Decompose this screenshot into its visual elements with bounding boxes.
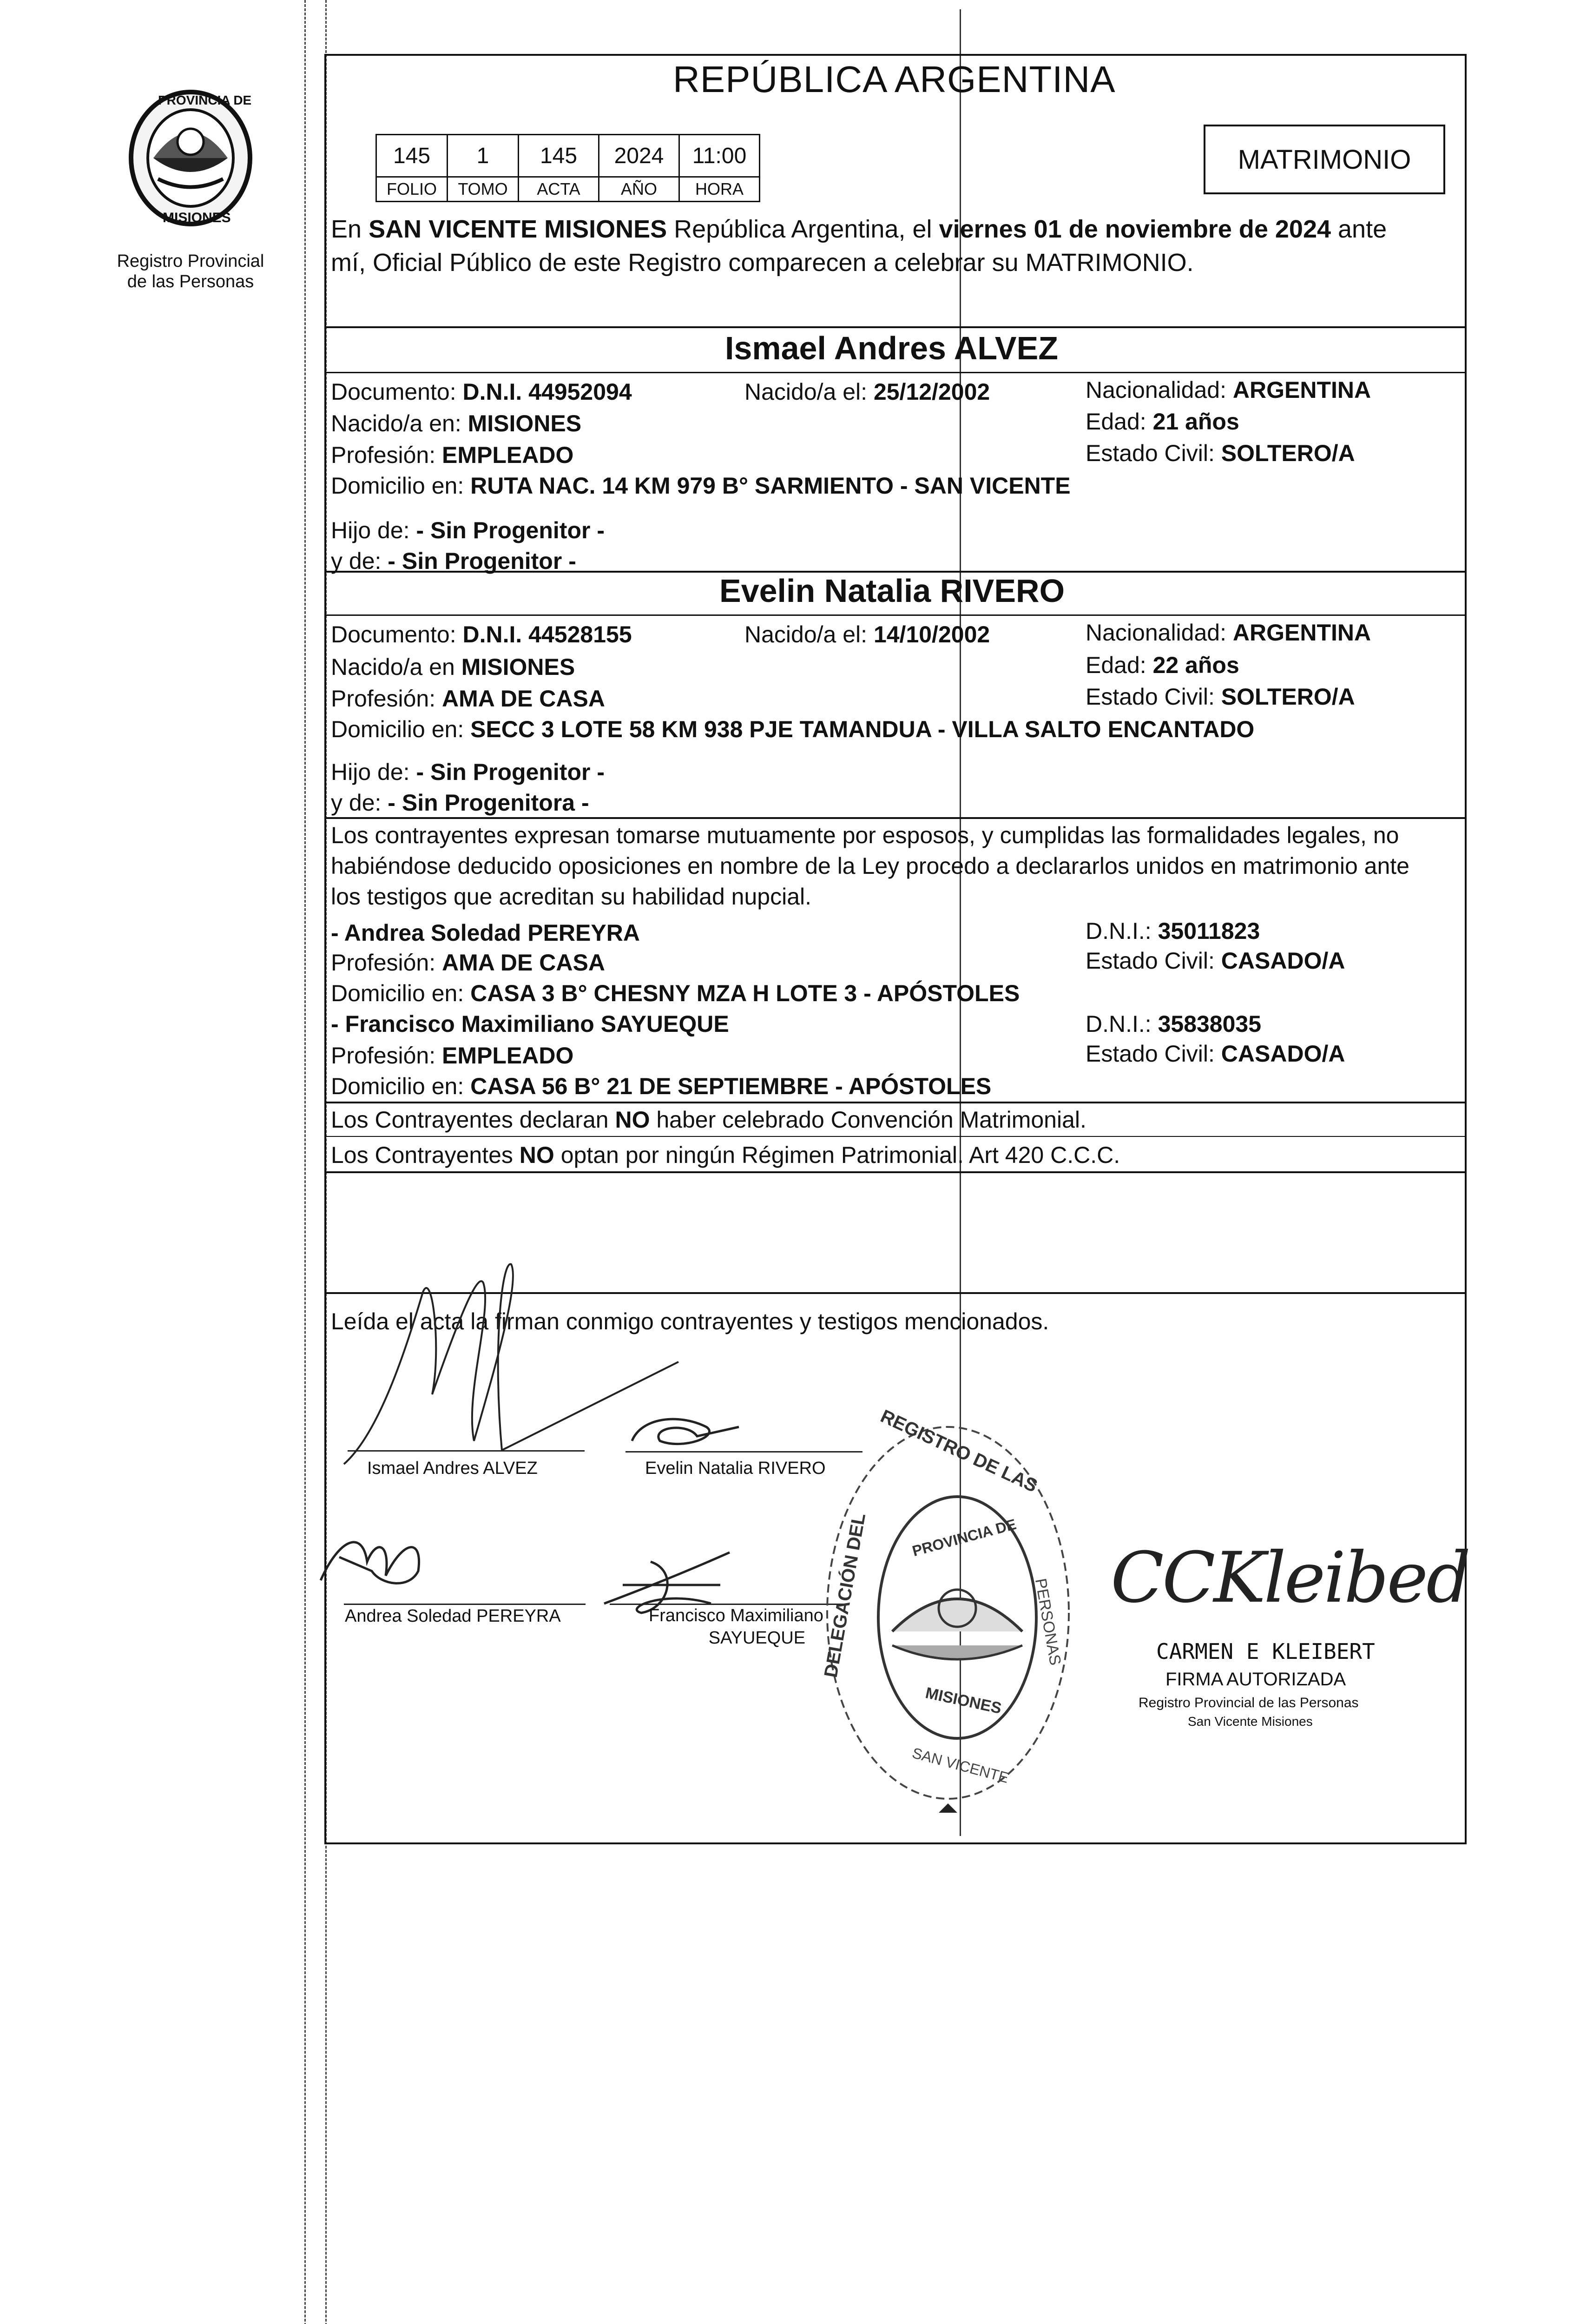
clause-text: haber celebrado Convención Matrimonial. [650, 1107, 1086, 1133]
field-label: Nacionalidad: [1086, 377, 1233, 403]
field-value: AMA DE CASA [442, 950, 605, 976]
official-role: FIRMA AUTORIZADA [1165, 1669, 1346, 1690]
spouse1-birthdate [744, 377, 990, 406]
signature-caption-line: SAYUEQUE [708, 1628, 806, 1648]
field-value: MISIONES [467, 410, 582, 436]
spouse2-address [331, 715, 1254, 744]
record-year-value: 2024 [599, 135, 679, 177]
record-folio-value: 145 [376, 135, 448, 177]
declaration-line-1: Los contrayentes expresan tomarse mutuamente por esposos, y cumplidas las formalidades legales, no [331, 822, 1399, 848]
spouse2-civil-status [1086, 682, 1355, 711]
margin-guide-line [304, 0, 306, 2324]
registry-stamp [818, 1406, 1078, 1813]
section-divider [324, 326, 1467, 328]
field-value: ARGENTINA [1232, 620, 1371, 646]
clause-emphasis: NO [519, 1142, 554, 1168]
institution-caption-line1: Registro Provincial [117, 251, 264, 271]
record-acta-value: 145 [519, 135, 599, 177]
spouse2-nationality [1086, 618, 1371, 647]
official-name: CARMEN E KLEIBERT [1156, 1639, 1375, 1664]
field-value: CASA 3 B° CHESNY MZA H LOTE 3 - APÓSTOLES [470, 980, 1020, 1006]
stamp-ring-top: REGISTRO DE LAS [877, 1406, 1041, 1497]
spouse2-parent1 [331, 758, 605, 786]
spouse2-parent2 [331, 788, 589, 817]
spouse1-name: Ismael Andres ALVEZ [725, 330, 1059, 366]
field-value: D.N.I. 44952094 [462, 379, 632, 405]
witness2-name: - Francisco Maximiliano SAYUEQUE [331, 1011, 729, 1037]
logo-seal-top-text: PROVINCIA DE [158, 93, 252, 107]
record-folio-label: FOLIO [376, 177, 448, 202]
field-label: Hijo de: [331, 759, 416, 785]
field-label: y de: [331, 548, 388, 574]
field-value: RUTA NAC. 14 KM 979 B° SARMIENTO - SAN VICENTE [470, 473, 1071, 499]
field-value: - Sin Progenitor - [416, 517, 605, 543]
field-value: 21 años [1152, 409, 1239, 435]
signature-caption-witness1: Andrea Soledad PEREYRA [345, 1606, 561, 1626]
signature-andrea [311, 1511, 455, 1604]
regime-clause [331, 1141, 1120, 1169]
field-label: Documento: [331, 379, 463, 405]
field-value: 35011823 [1158, 918, 1260, 944]
field-value: EMPLEADO [442, 442, 574, 468]
witness1-profession [331, 948, 605, 977]
record-table [375, 134, 760, 202]
clause-emphasis: NO [615, 1107, 650, 1133]
declaration-line-2: habiéndose deducido oposiciones en nombre de la Ley procedo a declararlos unidos en matrimonio ante [331, 853, 1409, 879]
intro-text: En [331, 215, 369, 243]
record-year-label: AÑO [599, 177, 679, 202]
stamp-inner-top: PROVINCIA DE [910, 1515, 1018, 1560]
spouse2-name: Evelin Natalia RIVERO [719, 573, 1065, 609]
official-office: Registro Provincial de las Personas [1139, 1695, 1359, 1710]
spouse2-document [331, 620, 632, 649]
field-value: CASA 56 B° 21 DE SEPTIEMBRE - APÓSTOLES [470, 1073, 992, 1099]
institution-caption-line2: de las Personas [127, 272, 254, 291]
spouse2-birthdate [744, 620, 990, 649]
field-value: D.N.I. 44528155 [462, 621, 632, 647]
spouse1-birthplace [331, 409, 581, 438]
field-value: CASADO/A [1221, 948, 1345, 974]
witness2-address [331, 1072, 991, 1101]
field-label: Profesión: [331, 686, 442, 712]
section-divider [324, 372, 1467, 373]
field-label: Edad: [1086, 409, 1153, 435]
intro-line-2: mí, Oficial Público de este Registro comparecen a celebrar su MATRIMONIO. [331, 249, 1194, 277]
signature-caption-spouse1: Ismael Andres ALVEZ [367, 1459, 538, 1478]
institution-caption [114, 251, 267, 292]
record-tomo-label: TOMO [448, 177, 519, 202]
section-divider [324, 1136, 1467, 1137]
field-label: Edad: [1086, 652, 1153, 678]
intro-place: SAN VICENTE MISIONES [369, 215, 667, 243]
institution-logo [125, 88, 256, 232]
field-label: Nacido/a en: [331, 410, 468, 436]
field-value: SOLTERO/A [1221, 684, 1355, 710]
page-title: REPÚBLICA ARGENTINA [673, 59, 1116, 100]
field-value: MISIONES [461, 654, 575, 680]
agreement-clause [331, 1105, 1086, 1134]
intro-text: ante [1331, 215, 1387, 243]
official-location: San Vicente Misiones [1188, 1714, 1313, 1729]
signature-line [348, 1450, 585, 1452]
section-divider [324, 1102, 1467, 1103]
field-value: - Sin Progenitor - [388, 548, 576, 574]
field-value: - Sin Progenitora - [388, 790, 589, 816]
field-value: 22 años [1152, 652, 1239, 678]
signature-caption-witness2 [649, 1604, 823, 1649]
section-divider [324, 817, 1467, 819]
field-value: CASADO/A [1221, 1041, 1345, 1067]
signature-caption-spouse2: Evelin Natalia RIVERO [645, 1459, 826, 1478]
signature-line [344, 1604, 586, 1605]
clause-text: Los Contrayentes [331, 1142, 520, 1168]
witness1-address [331, 979, 1020, 1008]
spouse1-profession [331, 441, 573, 469]
clause-text: optan por ningún Régimen Patrimonial. Art 420 C.C.C. [554, 1142, 1120, 1168]
field-value: 25/12/2002 [873, 379, 990, 405]
field-label: Nacionalidad: [1086, 620, 1233, 646]
section-divider [324, 614, 1467, 616]
field-value: ARGENTINA [1232, 377, 1371, 403]
field-label: Estado Civil: [1086, 684, 1221, 710]
field-label: Profesión: [331, 1043, 442, 1069]
spouse1-document [331, 377, 632, 406]
stamp-ring-left: DELEGACIÓN DEL [820, 1512, 870, 1679]
intro-text: República Argentina, el [667, 215, 939, 243]
spouse1-address [331, 471, 1071, 500]
field-label: Nacido/a el: [744, 379, 874, 405]
field-value: AMA DE CASA [442, 686, 605, 712]
spouse2-profession [331, 684, 605, 713]
field-value: SECC 3 LOTE 58 KM 938 PJE TAMANDUA - VILLA SALTO ENCANTADO [470, 716, 1255, 742]
field-label: Estado Civil: [1086, 440, 1221, 466]
spouse2-age [1086, 651, 1239, 680]
stamp-ring-right: PERSONAS [1031, 1577, 1065, 1667]
field-label: Hijo de: [331, 517, 416, 543]
field-label: Domicilio en: [331, 1073, 471, 1099]
field-label: D.N.I.: [1086, 1011, 1158, 1037]
field-label: Documento: [331, 621, 463, 647]
clause-text: Los Contrayentes declaran [331, 1107, 615, 1133]
intro-line-1 [331, 215, 1387, 244]
closing-statement: Leída el acta la firman conmigo contrayentes y testigos mencionados. [331, 1308, 1049, 1334]
signature-caption-line: Francisco Maximiliano [649, 1606, 823, 1625]
record-time-label: HORA [679, 177, 760, 202]
field-value: - Sin Progenitor - [416, 759, 605, 785]
field-value: EMPLEADO [442, 1043, 574, 1069]
witness2-profession [331, 1041, 573, 1070]
field-label: Domicilio en: [331, 716, 471, 742]
field-label: y de: [331, 790, 388, 816]
field-label: Domicilio en: [331, 980, 471, 1006]
record-acta-label: ACTA [519, 177, 599, 202]
spouse2-birthplace [331, 653, 575, 681]
spouse1-nationality [1086, 376, 1371, 404]
intro-date: viernes 01 de noviembre de 2024 [939, 215, 1331, 243]
section-divider [324, 1171, 1467, 1173]
spouse1-civil-status [1086, 439, 1355, 468]
document-type-badge: MATRIMONIO [1204, 125, 1445, 194]
stamp-inner-bottom: MISIONES [923, 1684, 1003, 1717]
declaration-line-3: los testigos que acreditan su habilidad nupcial. [331, 884, 812, 910]
logo-seal-bottom-text: MISIONES [163, 210, 231, 225]
witness1-dni [1086, 917, 1260, 945]
field-label: Profesión: [331, 950, 442, 976]
field-value: 35838035 [1158, 1011, 1262, 1037]
witness2-civil-status [1086, 1039, 1345, 1068]
field-label: D.N.I.: [1086, 918, 1158, 944]
field-label: Domicilio en: [331, 473, 471, 499]
field-label: Nacido/a el: [744, 621, 874, 647]
stamp-bottom: SAN VICENTE [910, 1744, 1011, 1787]
field-label: Profesión: [331, 442, 442, 468]
witness2-dni [1086, 1010, 1261, 1038]
field-value: 14/10/2002 [873, 621, 990, 647]
field-label: Estado Civil: [1086, 1041, 1221, 1067]
witness1-name: - Andrea Soledad PEREYRA [331, 920, 640, 946]
spouse1-parent1 [331, 516, 605, 545]
field-label: Estado Civil: [1086, 948, 1221, 974]
field-label: Nacido/a en [331, 654, 461, 680]
spouse1-age [1086, 407, 1239, 436]
field-value: SOLTERO/A [1221, 440, 1355, 466]
witness1-civil-status [1086, 946, 1345, 975]
record-tomo-value: 1 [448, 135, 519, 177]
official-handwritten-signature: CCKleibed [1111, 1538, 1469, 1618]
record-time-value: 11:00 [679, 135, 760, 177]
